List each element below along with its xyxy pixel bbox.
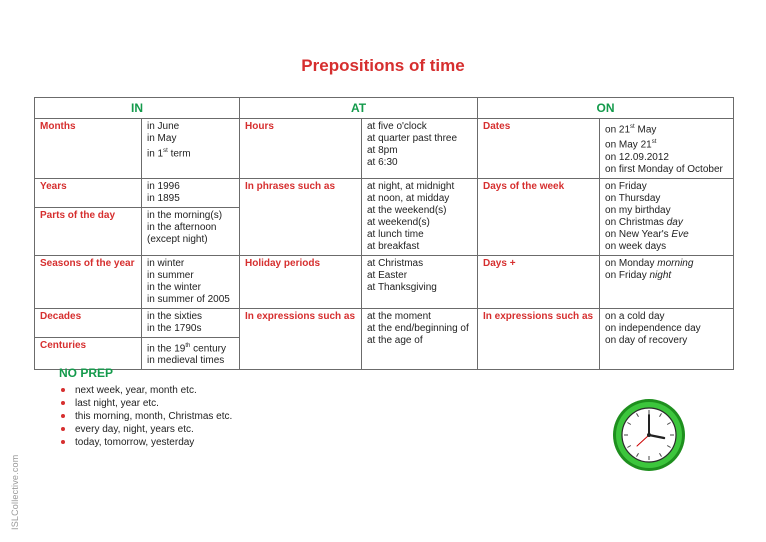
prepositions-table [34, 97, 734, 370]
page-title: Prepositions of time [301, 56, 465, 75]
example-line: in the 19th century [147, 342, 226, 354]
example-line: on first Monday of October [605, 163, 723, 175]
on-category-days-of-week: Days of the week [478, 178, 600, 255]
on-examples-days-plus [600, 255, 734, 308]
watermark: ISLCollective.com [10, 454, 20, 530]
example-line: on New Year's Eve [605, 228, 689, 240]
no-prep-list [60, 384, 232, 449]
example-line: in medieval times [147, 354, 225, 366]
in-examples-parts-of-day [142, 208, 240, 255]
in-examples-months [142, 119, 240, 179]
example-line: at Thanksgiving [367, 281, 437, 293]
example-line: on 21st May [605, 124, 657, 136]
example-line: at the moment [367, 310, 431, 322]
on-category-expressions: In expressions such as [478, 308, 600, 369]
at-examples-expressions [362, 308, 478, 369]
on-category-dates: Dates [478, 119, 600, 179]
example-line: on a cold day [605, 310, 665, 322]
in-category-seasons: Seasons of the year [35, 255, 142, 308]
example-line: on week days [605, 240, 667, 252]
on-examples-dates [600, 119, 734, 179]
header-in: IN [35, 98, 240, 119]
example-line: on Monday morning [605, 257, 694, 269]
table-row [35, 119, 734, 179]
example-line: at the weekend(s) [367, 204, 447, 216]
in-examples-centuries [142, 337, 240, 369]
example-line: in the winter [147, 281, 201, 293]
in-category-decades: Decades [35, 308, 142, 337]
clock-icon [611, 397, 687, 473]
example-line: in May [147, 133, 177, 144]
example-line: in winter [147, 257, 185, 269]
example-line: in 1895 [147, 192, 180, 204]
on-category-days-plus: Days + [478, 255, 600, 308]
at-examples-hours [362, 119, 478, 179]
example-line: on 12.09.2012 [605, 151, 669, 163]
example-line: on independence day [605, 322, 701, 334]
example-line: on my birthday [605, 204, 671, 216]
example-line: at breakfast [367, 240, 420, 252]
example-line: in summer of 2005 [147, 293, 230, 305]
example-line: on day of recovery [605, 334, 688, 346]
example-line: at lunch time [367, 228, 424, 240]
table-row [35, 308, 734, 337]
example-line: on Friday [605, 180, 647, 192]
in-category-centuries: Centuries [35, 337, 142, 369]
example-line: on Friday night [605, 269, 672, 281]
example-line: in the 1790s [147, 322, 202, 334]
list-item: this morning, month, Christmas etc. [60, 410, 232, 423]
example-line: in 1996 [147, 180, 180, 192]
at-category-holidays: Holiday periods [240, 255, 362, 308]
example-line: at the end/beginning of [367, 322, 469, 334]
no-prep-title: NO PREP [59, 366, 114, 380]
example-line: (except night) [147, 234, 208, 246]
example-line: in summer [147, 269, 194, 281]
on-examples-days-of-week [600, 178, 734, 255]
at-category-phrases: In phrases such as [240, 178, 362, 255]
on-examples-expressions [600, 308, 734, 369]
example-line: at Christmas [367, 257, 424, 269]
list-item: next week, year, month etc. [60, 384, 232, 397]
example-line: in 1st term [147, 148, 191, 160]
example-line: in the morning(s) [147, 210, 223, 222]
header-on: ON [478, 98, 734, 119]
in-examples-decades [142, 308, 240, 337]
example-line: at five o'clock [367, 121, 427, 132]
table-row [35, 255, 734, 308]
table-row [35, 178, 734, 208]
example-line: on Thursday [605, 192, 661, 204]
header-at: AT [240, 98, 478, 119]
example-line: in the sixties [147, 310, 203, 322]
example-line: at Easter [367, 269, 408, 281]
header-row [35, 98, 734, 119]
example-line: at weekend(s) [367, 216, 430, 228]
in-examples-years [142, 178, 240, 208]
example-line: at night, at midnight [367, 180, 455, 192]
example-line: at quarter past three [367, 133, 458, 144]
at-category-expressions: In expressions such as [240, 308, 362, 369]
example-line: on Christmas day [605, 216, 683, 228]
at-examples-phrases [362, 178, 478, 255]
example-line: in the afternoon [147, 222, 217, 234]
example-line: at the age of [367, 334, 423, 346]
at-examples-holidays [362, 255, 478, 308]
example-line: at 6:30 [367, 157, 398, 168]
example-line: at noon, at midday [367, 192, 450, 204]
in-category-parts-of-day: Parts of the day [35, 208, 142, 255]
list-item: today, tomorrow, yesterday [60, 436, 232, 449]
list-item: every day, night, years etc. [60, 423, 232, 436]
in-category-years: Years [35, 178, 142, 208]
in-category-months: Months [35, 119, 142, 179]
in-examples-seasons [142, 255, 240, 308]
example-line: in June [147, 121, 180, 132]
at-category-hours: Hours [240, 119, 362, 179]
list-item: last night, year etc. [60, 397, 232, 410]
example-line: on May 21st [605, 139, 657, 151]
example-line: at 8pm [367, 145, 398, 156]
